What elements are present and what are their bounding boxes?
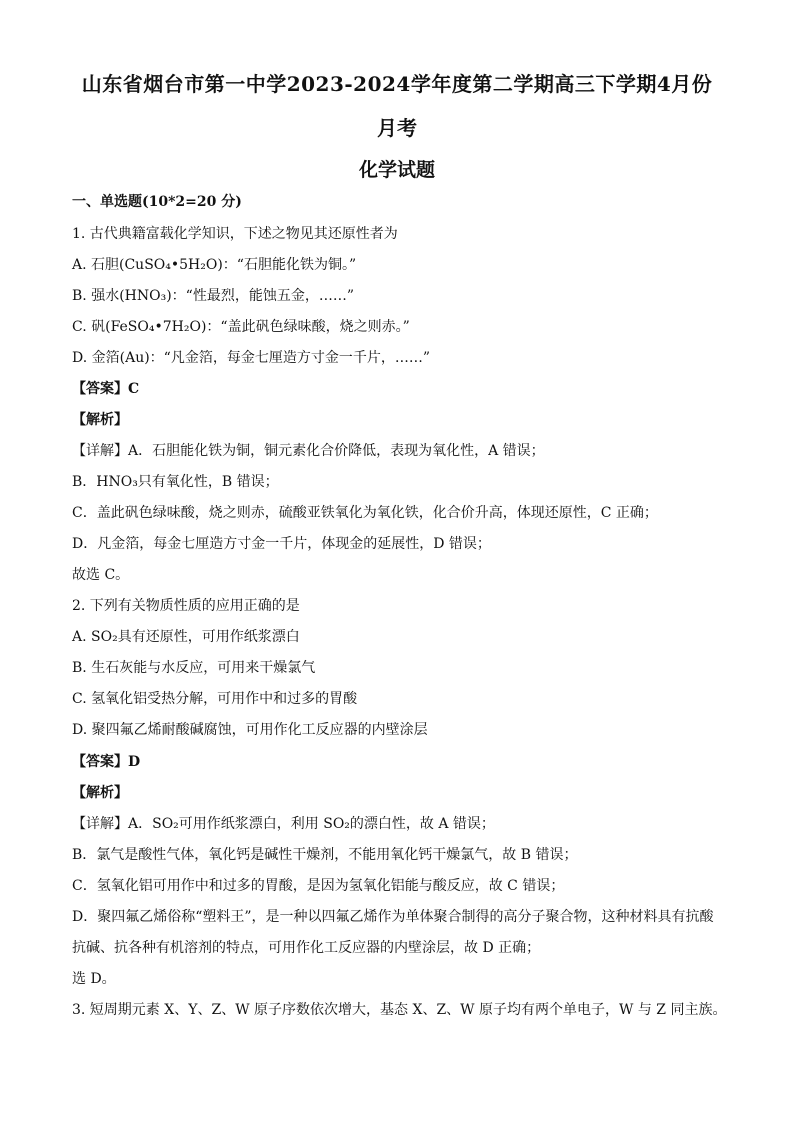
exam-subject: 化学试题 (358, 159, 435, 181)
q2-detail-d-line2: 抗碱、抗各种有机溶剂的特点，可用作化工反应器的内壁涂层，故 D 正确； (72, 940, 541, 956)
q1-detail-a: 【详解】A．石胆能化铁为铜，铜元素化合价降低，表现为氧化性，A 错误； (72, 443, 545, 459)
q1-option-d: D. 金箔(Au)：“凡金箔，每金七厘造方寸金一千片，……” (72, 350, 430, 366)
q1-option-b: B. 强水(HNO₃)：“性最烈，能蚀五金，……” (72, 288, 354, 304)
q2-option-c: C. 氢氧化铝受热分解，可用作中和过多的胃酸 (72, 691, 358, 707)
q1-conclusion: 故选 C。 (72, 567, 130, 583)
q1-detail-c: C．盖此矾色绿味酸，烧之则赤，硫酸亚铁氧化为氧化铁，化合价升高，体现还原性，C 正确； (72, 505, 658, 521)
q1-option-a: A. 石胆(CuSO₄•5H₂O)：“石胆能化铁为铜。” (72, 257, 357, 273)
q2-conclusion: 选 D。 (72, 971, 116, 987)
exam-title-line2: 月考 (377, 116, 417, 140)
q1-detail-b: B．HNO₃只有氧化性，B 错误； (72, 474, 279, 490)
q1-detail-d: D．凡金箔，每金七厘造方寸金一千片，体现金的延展性，D 错误； (72, 536, 491, 552)
q2-analysis-label: 【解析】 (72, 785, 128, 801)
q2-stem: 2. 下列有关物质性质的应用正确的是 (72, 598, 300, 614)
q2-answer: 【答案】D (72, 754, 141, 770)
q2-option-b: B. 生石灰能与水反应，可用来干燥氯气 (72, 660, 316, 676)
q2-detail-a: 【详解】A．SO₂可用作纸浆漂白，利用 SO₂的漂白性，故 A 错误； (72, 816, 495, 832)
q2-detail-d-line1: D．聚四氟乙烯俗称“塑料王”，是一种以四氟乙烯作为单体聚合制得的高分子聚合物，这种材料具有抗酸 (72, 909, 714, 925)
q1-stem: 1. 古代典籍富载化学知识，下述之物见其还原性者为 (72, 226, 398, 242)
q2-detail-b: B．氯气是酸性气体，氧化钙是碱性干燥剂，不能用氧化钙干燥氯气，故 B 错误； (72, 847, 578, 863)
exam-title-line1: 山东省烟台市第一中学2023-2024学年度第二学期高三下学期4月份 (81, 72, 713, 96)
q1-option-c: C. 矾(FeSO₄•7H₂O)：“盖此矾色绿味酸，烧之则赤。” (72, 319, 410, 335)
q2-option-a: A. SO₂具有还原性，可用作纸浆漂白 (72, 629, 300, 645)
q1-analysis-label: 【解析】 (72, 412, 128, 428)
q3-stem: 3. 短周期元素 X、Y、Z、W 原子序数依次增大，基态 X、Z、W 原子均有两个单电子，W 与 Z 同主族。 (72, 1002, 727, 1018)
q2-option-d: D. 聚四氟乙烯耐酸碱腐蚀，可用作化工反应器的内壁涂层 (72, 722, 428, 738)
q1-answer: 【答案】C (72, 381, 140, 397)
q2-detail-c: C．氢氧化铝可用作中和过多的胃酸，是因为氢氧化铝能与酸反应，故 C 错误； (72, 878, 565, 894)
section-heading: 一、单选题(10*2=20 分) (72, 194, 242, 210)
